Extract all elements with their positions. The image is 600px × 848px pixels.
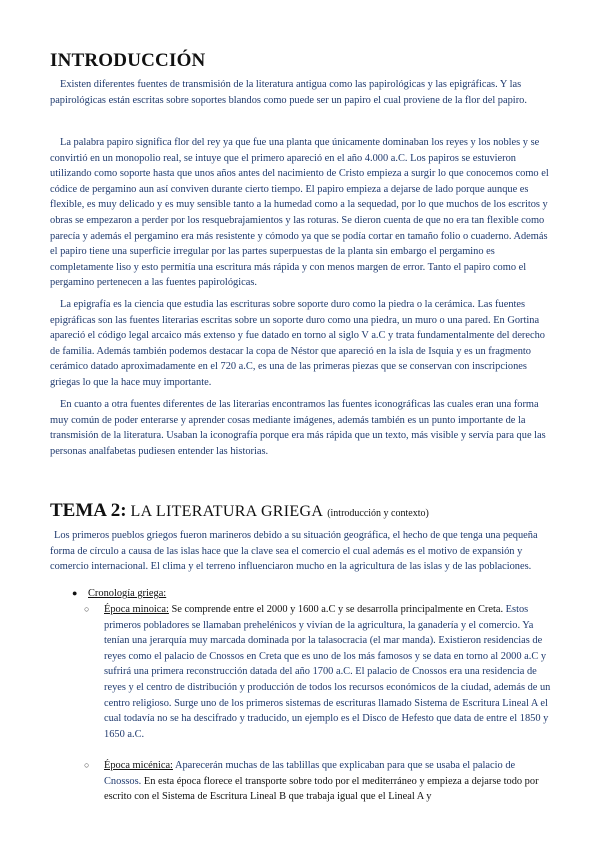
- intro-paragraph-4: En cuanto a otra fuentes diferentes de las literarias encontramos las fuentes iconográficas las cuales eran una forma muy común de poder enterarse y aprender cosas mediante imágenes, además también es un punto importante de la transmisión de la literatura. Usaban la iconografía porque era más rápida que un texto, más visible y servía para que las personas analfabetas pudiesen entender las historias.: [50, 399, 546, 457]
- tema2-heading: [50, 500, 429, 522]
- epoca-minoica-body: Estos primeros pobladores se llamaban prehelénicos y vivían de la agricultura, la ganadería y el comercio. Ya tenían una jerarquía muy marcada dominada por la talasocracia (el mar manda). Existieron residencias de reyes como el palacio de Cnossos en Creta que es uno de los más famosos y se data en torno al 2000 a.C y sufrirá una primera reconstrucción datada del año 1700 a.C. El palacio de Cnossos era una residencia de reyes y el centro de distribución y producción de todos los recursos económicos de la ciudad, además de un centro religioso. Surge uno de los primeros sistemas de escrituras llamado Sistema de Escritura Lineal A el cual todavía no se ha descifrado y traducido, un ejemplo es el Disco de Hefesto que data de entre el 1850 y 1650 a.C.: [104, 604, 551, 740]
- epoca-micenica-item: [84, 758, 554, 805]
- intro-paragraph-2: La palabra papiro significa flor del rey ya que fue una planta que únicamente dominaban los reyes y los nobles y se convirtió en un monopolio real, se intuye que el primero apareció en el año 4.000 a.C. Los papiros se estuvieron utilizando como soporte hasta que unos años antes del nacimiento de Cristo empieza a surgir lo que conocemos como el códice de pergamino aun así conviven durante cierto tiempo. El papiro empieza a dejarse de lado porque aunque es flexible, es muy delicado y es muy sensible tanto a la humedad como a la sequedad, por lo que muchos de los escritos y obras se empezaron a perder por los resquebrajamientos y las roturas. Se dieron cuenta de que no era tan flexible como parecía y además el pergamino era más resistente y cómodo ya que se podía cortar en tamaño folio o cuaderno. Además el papiro tiene una superficie irregular por las partes superpuestas de la planta sin embargo el pergamino es completamente liso y esto permitía una escritura más rápida y con menos margen de error. Tanto el papiro como el pergamino pertenecen a las fuentes papirológicas.: [50, 137, 549, 289]
- epoca-minoica-label: Época minoica:: [104, 604, 169, 615]
- circle-bullet-icon: ○: [84, 760, 90, 770]
- epoca-minoica-lead: Se comprende entre el 2000 y 1600 a.C y se desarrolla principalmente en Creta.: [171, 604, 504, 615]
- epoca-minoica-text: [104, 602, 554, 742]
- circle-bullet-icon: ○: [84, 604, 90, 614]
- epoca-micenica-body: En esta época florece el transporte sobre todo por el mediterráneo y empieza a dejarse todo por escrito con el Sistema de Escritura Lineal B que trabaja igual que el Lineal A y: [104, 775, 539, 803]
- tema2-subtitle: (introducción y contexto): [327, 508, 429, 519]
- bullet-dot-icon: ●: [72, 588, 78, 598]
- tema2-title: LA LITERATURA GRIEGA: [130, 503, 324, 520]
- intro-heading: INTRODUCCIÓN: [50, 50, 206, 71]
- epoca-micenica-lead: Aparecerán muchas de las tablillas que explicaban para que se usaba el palacio de Cnossos.: [104, 760, 516, 787]
- intro-paragraph-1: Existen diferentes fuentes de transmisión de la literatura antigua como las papirológicas y las epigráficas. Y las papirológicas están escritas sobre soportes blandos como puede ser un papiro el cual proviene de la flor del papiro.: [50, 79, 527, 106]
- tema2-paragraph-1: Los primeros pueblos griegos fueron marineros debido a su situación geográfica, el hecho de que tenga una pequeña forma de círculo a causa de las islas hace que la clave sea el comercio el cual además es el motivo de expansión y comercio internacional. El clima y el terreno influenciaron mucho en la agricultura de las islas y de las poblaciones.: [50, 530, 538, 573]
- tema2-number: TEMA 2:: [50, 500, 127, 521]
- epoca-micenica-label: Época micénica:: [104, 760, 173, 771]
- epoca-minoica-item: [84, 602, 554, 742]
- cronologia-label: Cronología griega:: [88, 588, 167, 599]
- intro-paragraph-3: La epigrafía es la ciencia que estudia las escrituras sobre soporte duro como la piedra o la cerámica. Las fuentes epigráficas son las fuentes literarias escritas sobre un soporte duro como una piedra, un muro o una pared. En Gortina apareció el código legal arcaico más extenso y fue datado en torno al siglo V a.C y trata fundamentalmente del derecho de familia. Además también podemos destacar la copa de Néstor que apareció en la isla de Isquia y es un fragmento cerámico datado aproximadamente en el 720 a.C, es una de las primeras piezas que se conservan con inscripciones griegas lo que la hace muy importante.: [50, 299, 546, 388]
- epoca-micenica-text: [104, 758, 554, 805]
